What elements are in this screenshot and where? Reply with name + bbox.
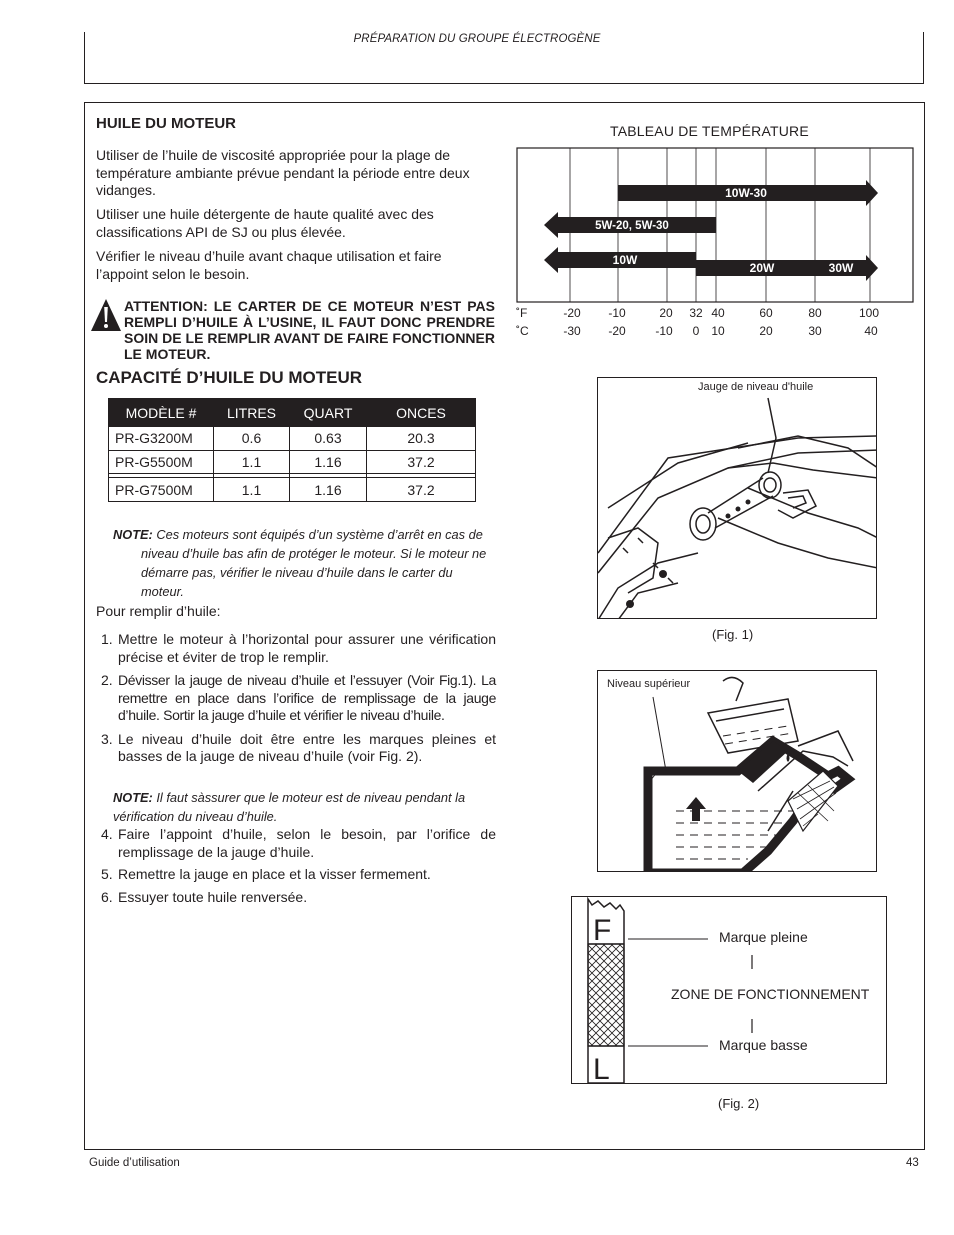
note-label: NOTE: bbox=[113, 790, 153, 805]
tick-label-c: -10 bbox=[655, 324, 673, 338]
paragraph-check-level: Vérifier le niveau d’huile avant chaque utilisation et faire l’appoint selon le besoin. bbox=[96, 248, 442, 282]
warning-icon bbox=[90, 298, 122, 332]
section-title-capacity: CAPACITÉ D’HUILE DU MOTEUR bbox=[96, 368, 363, 387]
oil-fill-illustration bbox=[597, 670, 877, 872]
footer-guide-label: Guide d’utilisation bbox=[89, 1157, 180, 1169]
note-text: Il faut sàssurer que le moteur est de niveau pendant la vérification du niveau d’huile. bbox=[113, 790, 466, 824]
cell-model: PR-G3200M bbox=[109, 427, 214, 451]
note-low-oil-shutdown bbox=[113, 525, 493, 601]
temperature-chart-title: TABLEAU DE TEMPÉRATURE bbox=[610, 123, 809, 139]
cell-model: PR-G5500M bbox=[109, 450, 214, 474]
paragraph-viscosity: Utiliser de l’huile de viscosité appropriée pour la plage de température ambiante prévue pendant la période entre deux vidanges. bbox=[96, 147, 470, 198]
cell-quart: 1.16 bbox=[290, 450, 367, 474]
cell-litres: 1.1 bbox=[214, 450, 290, 474]
axis-labels bbox=[516, 306, 879, 338]
oil-fill-drawing bbox=[598, 671, 877, 872]
full-mark-letter: F bbox=[593, 914, 612, 947]
full-mark-label: Marque pleine bbox=[719, 929, 808, 945]
section-title-oil: HUILE DU MOTEUR bbox=[96, 115, 236, 132]
tick-label-f: 80 bbox=[808, 306, 822, 320]
fahrenheit-label: ˚F bbox=[516, 306, 528, 320]
fig1-dipstick-label: Jauge de niveau d'huile bbox=[698, 381, 814, 393]
step-number: 5. bbox=[101, 866, 113, 882]
low-mark-label: Marque basse bbox=[719, 1037, 808, 1053]
list-item bbox=[97, 672, 496, 725]
fig1-engine-illustration bbox=[597, 377, 877, 619]
tick-label-f: 100 bbox=[858, 306, 880, 320]
step-text: Mettre le moteur à l’horizontal pour assurer une vérification précise et éviter de trop le remplir. bbox=[118, 631, 496, 665]
tick-label-c: 40 bbox=[864, 324, 878, 338]
fill-steps-list-continued bbox=[97, 826, 496, 911]
warning-text: ATTENTION: LE CARTER DE CE MOTEUR N’EST PAS REMPLI D’HUILE À L’USINE, IL FAUT DONC PRENDRE SOIN DE LE REMPLIR AVANT DE FAIRE FONCTIONNER LE MOTEUR. bbox=[124, 298, 495, 362]
cell-litres: 1.1 bbox=[214, 478, 290, 502]
note-level-check bbox=[113, 788, 493, 826]
list-item bbox=[97, 826, 496, 861]
fig1-caption: (Fig. 1) bbox=[712, 627, 754, 642]
tick-label-f: -10 bbox=[608, 306, 626, 320]
cell-model: PR-G7500M bbox=[109, 478, 214, 502]
step-text: Remettre la jauge en place et la visser fermement. bbox=[118, 866, 431, 882]
step-number: 3. bbox=[101, 730, 113, 747]
step-text: Dévisser la jauge de niveau d’huile et l’essuyer (Voir Fig.1). La remettre en place dans l’orifice de remplissage de la jauge d’huile. Sortir la jauge d’huile et vérifier le niveau d’huile. bbox=[118, 672, 496, 723]
page-header-title: PRÉPARATION DU GROUPE ÉLECTROGÈNE bbox=[353, 33, 601, 45]
band-label-10w: 10W bbox=[612, 253, 638, 267]
band-label-10w30: 10W-30 bbox=[725, 186, 767, 200]
note-label: NOTE: bbox=[113, 527, 153, 542]
cell-quart: 1.16 bbox=[290, 478, 367, 502]
page-number: 43 bbox=[906, 1157, 919, 1169]
paragraph-detergent: Utiliser une huile détergente de haute qualité avec des classifications API de SJ ou plus élevée. bbox=[96, 206, 434, 240]
tick-label-c: 20 bbox=[759, 324, 773, 338]
engine-drawing bbox=[598, 378, 877, 619]
oil-capacity-table bbox=[108, 398, 476, 502]
fig2-caption: (Fig. 2) bbox=[718, 1096, 760, 1111]
list-item bbox=[97, 866, 496, 884]
step-number: 6. bbox=[101, 888, 113, 905]
header-model: MODÈLE # bbox=[109, 399, 214, 427]
fill-intro: Pour remplir d’huile: bbox=[96, 603, 221, 619]
cell-onces: 20.3 bbox=[367, 427, 476, 451]
cell-litres: 0.6 bbox=[214, 427, 290, 451]
note-text-first: Ces moteurs sont équipés d’un système d’arrêt en cas de bbox=[156, 527, 483, 542]
tick-label-f: 60 bbox=[759, 306, 773, 320]
fill-steps-list bbox=[97, 631, 496, 772]
list-item bbox=[97, 731, 496, 766]
band-label-20w: 20W bbox=[749, 261, 775, 275]
header-onces: ONCES bbox=[367, 399, 476, 427]
celsius-label: ˚C bbox=[516, 324, 529, 338]
band-label-30w: 30W bbox=[828, 261, 854, 275]
cell-onces: 37.2 bbox=[367, 450, 476, 474]
step-number: 4. bbox=[101, 826, 113, 842]
header-litres: LITRES bbox=[214, 399, 290, 427]
header-quart: QUART bbox=[290, 399, 367, 427]
step-number: 2. bbox=[101, 672, 113, 688]
upper-level-label: Niveau supérieur bbox=[607, 678, 691, 690]
temperature-chart bbox=[514, 146, 916, 346]
cell-quart: 0.63 bbox=[290, 427, 367, 451]
tick-label-f: 32 bbox=[689, 306, 703, 320]
band-label-5w20-5w30: 5W-20, 5W-30 bbox=[595, 220, 669, 232]
table-row bbox=[109, 427, 476, 451]
tick-label-c: 0 bbox=[692, 324, 700, 338]
step-text: Le niveau d’huile doit être entre les marques pleines et basses de la jauge de niveau d’huile (voir Fig. 2). bbox=[118, 730, 496, 764]
cell-onces: 37.2 bbox=[367, 478, 476, 502]
note-text-rest: niveau d’huile bas afin de protéger le moteur. Si le moteur ne démarre pas, vérifier le niveau d’huile dans le carter du moteur. bbox=[141, 546, 487, 599]
tick-label-f: 20 bbox=[659, 306, 673, 320]
list-item bbox=[97, 889, 496, 907]
tick-label-f: -20 bbox=[563, 306, 581, 320]
step-number: 1. bbox=[101, 631, 113, 647]
tick-label-c: -30 bbox=[563, 324, 581, 338]
step-text: Faire l’appoint d’huile, selon le besoin, par l’orifice de remplissage de la jauge d’huile. bbox=[118, 826, 496, 860]
tick-label-f: 40 bbox=[711, 306, 725, 320]
tick-label-c: 10 bbox=[711, 324, 725, 338]
step-text: Essuyer toute huile renversée. bbox=[118, 888, 308, 905]
table-row bbox=[109, 478, 476, 502]
tick-label-c: -20 bbox=[608, 324, 626, 338]
tick-label-c: 30 bbox=[808, 324, 822, 338]
table-header-row bbox=[109, 399, 476, 427]
operating-zone-label: ZONE DE FONCTIONNEMENT bbox=[671, 986, 870, 1002]
list-item bbox=[97, 631, 496, 666]
table-row bbox=[109, 450, 476, 474]
low-mark-letter: L bbox=[593, 1053, 610, 1084]
